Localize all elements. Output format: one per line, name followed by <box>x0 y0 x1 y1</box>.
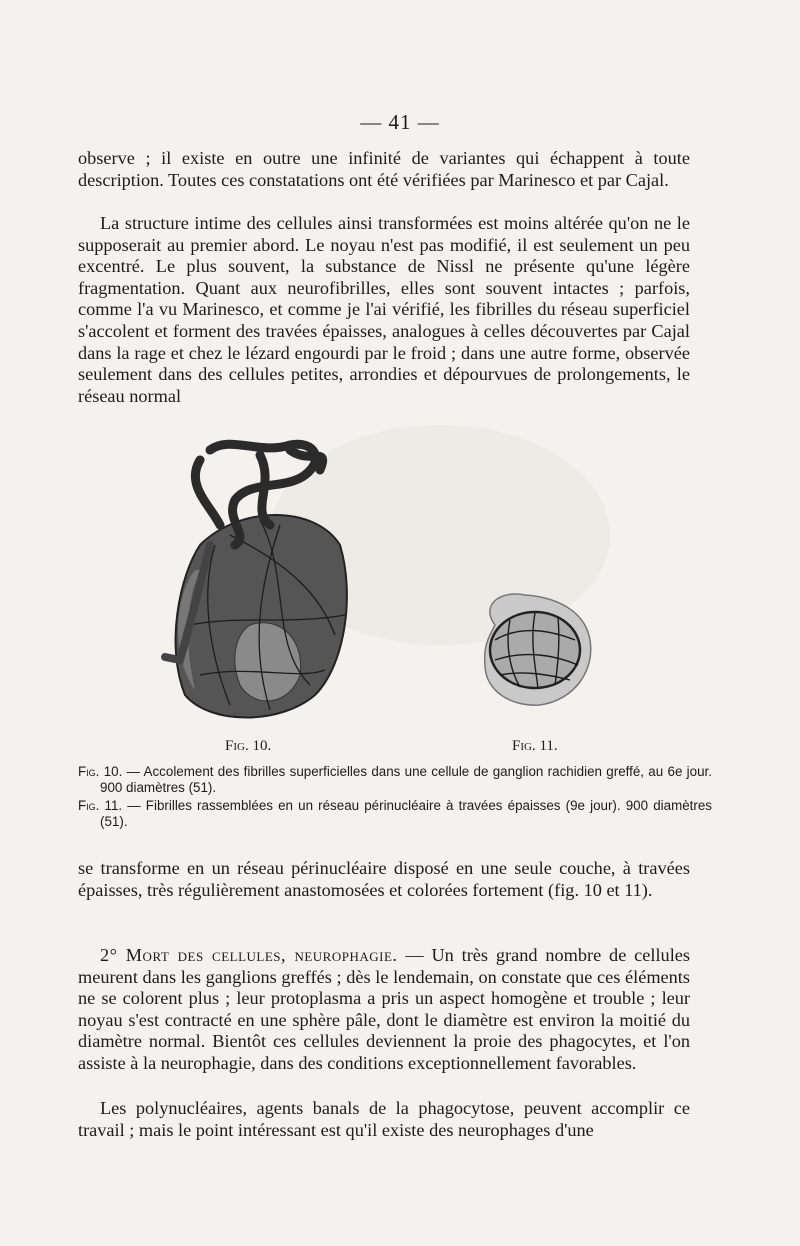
paragraph-4 <box>78 945 690 1075</box>
page-number: — 41 — <box>360 110 440 134</box>
paragraph-1: observe ; il existe en outre une infinité de variantes qui échappent à toute description. Toutes ces constatations ont été vérifiées par Marinesco et par Cajal. <box>78 148 690 190</box>
paragraph-5-text: Les polynucléaires, agents banals de la phagocytose, peuvent accomplir ce travail ; mais le point intéressant est qu'il existe des neurophages d'une <box>78 1098 690 1140</box>
paragraph-4-text: — Un très grand nombre de cellules meurent dans les ganglions greffés ; dès le lendemain, on constate que ces éléments ne se colorent plus ; leur protoplasma a pris un aspect homogène et trouble ; leur noyau s'est contracté en une sphère pâle, dont le diamètre est environ la moitié du diamètre normal. Bientôt ces cellules deviennent la proie des phagocytes, et l'on assiste à la neurophagie, dans des conditions exceptionnellement favorables. <box>78 945 690 1073</box>
cell-drawings <box>140 425 660 755</box>
paragraph-3: se transforme en un réseau périnucléaire disposé en une seule couche, à travées épaisses, très régulièrement anastomosées et colorées fortement (fig. 10 et 11). <box>78 858 690 900</box>
fig-10-label: Fig. 10. <box>225 738 272 754</box>
paragraph-2 <box>78 213 690 407</box>
paragraph-2-text: La structure intime des cellules ainsi transformées est moins altérée qu'on ne le supposerait au premier abord. Le noyau n'est pas modifié, il est seulement un peu excentré. Le plus souvent, la substance de Nissl ne présente qu'une légère fragmentation. Quant aux neurofibrilles, elles sont souvent intactes ; parfois, comme l'a vu Marinesco, et comme je l'ai vérifié, les fibrilles du réseau superficiel s'accolent et forment des travées épaisses, analogues à celles découvertes par Cajal dans la rage et chez le lézard engourdi par le froid ; dans une autre forme, observée seulement dans des cellules petites, arrondies et dépourvues de prolongements, le réseau normal <box>78 213 690 406</box>
fig-11-label: Fig. 11. <box>512 738 558 754</box>
caption-fig-11 <box>78 798 712 830</box>
section-heading: 2° Mort des cellules, neurophagie. <box>100 945 398 965</box>
figure-illustrations <box>140 425 660 755</box>
paragraph-5 <box>78 1098 690 1141</box>
caption-10-text: — Accolement des fibrilles superficielles dans une cellule de ganglion rachidien greffé, au 6e jour. 900 diamètres (51). <box>100 764 712 795</box>
caption-11-ref: Fig. 11. <box>78 798 123 813</box>
caption-fig-10 <box>78 764 712 796</box>
fig-11-cell-drawing <box>485 594 591 705</box>
caption-11-text: — Fibrilles rassemblées en un réseau périnucléaire à travées épaisses (9e jour). 900 diamètres (51). <box>100 798 712 829</box>
caption-10-ref: Fig. 10. <box>78 764 123 779</box>
